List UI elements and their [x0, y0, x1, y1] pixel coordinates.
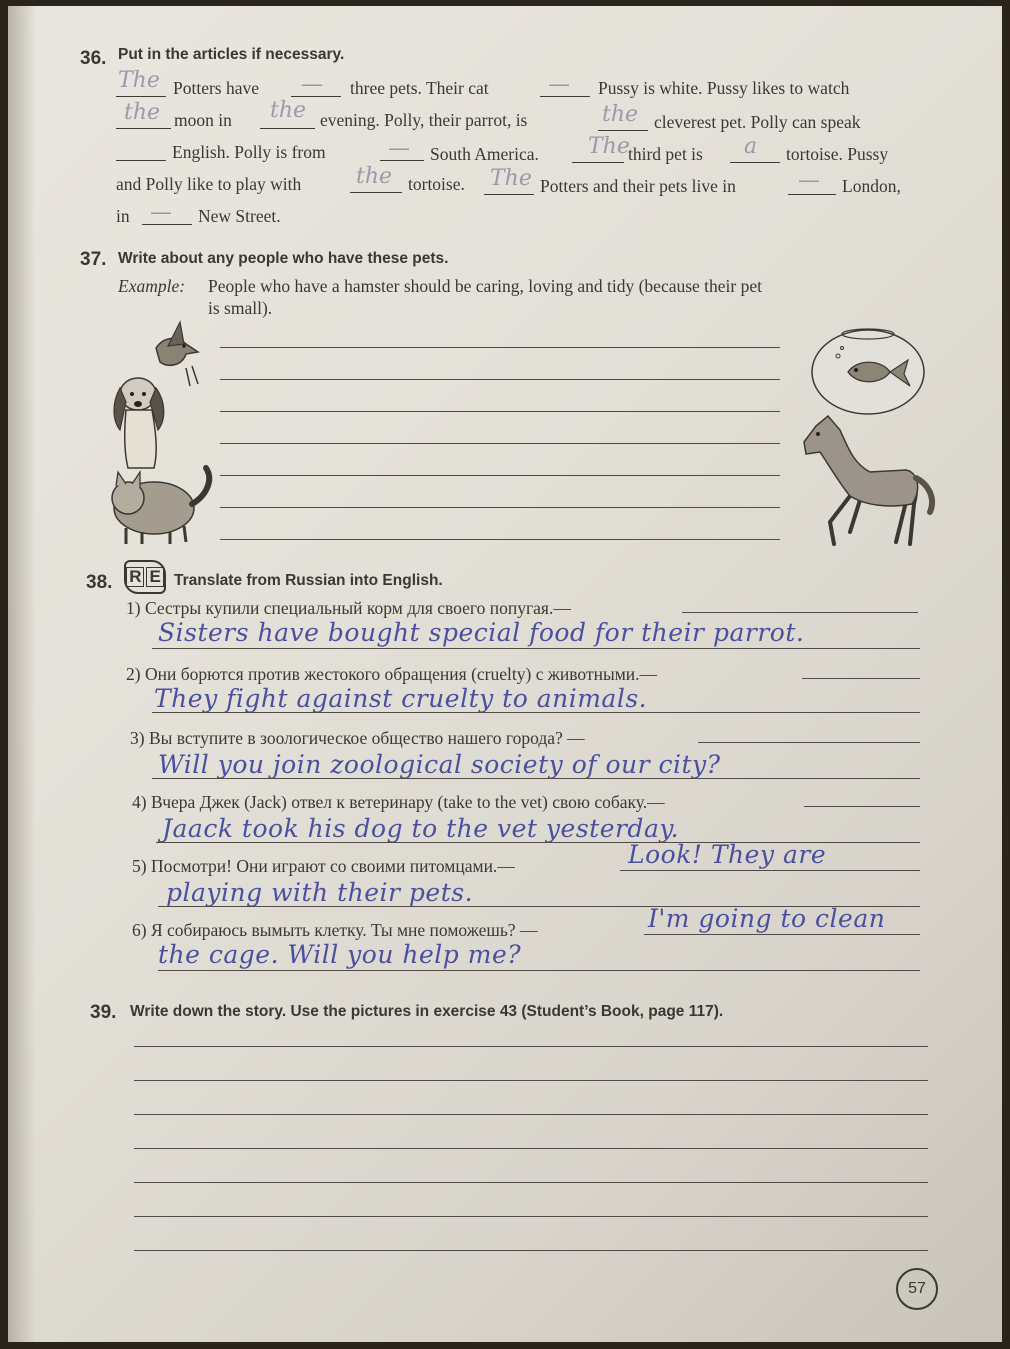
ex36-text: English. Polly is from: [172, 142, 326, 162]
cat-icon: [106, 462, 218, 548]
example-text: People who have a hamster should be caring, loving and tidy (because their pet: [208, 276, 763, 296]
translation-prompt: 3) Вы вступите в зоологическое общество нашего города? —: [130, 728, 585, 748]
translation-prompt: 5) Посмотри! Они играют со своими питомцами.—: [132, 856, 515, 876]
answer-line[interactable]: [644, 934, 920, 935]
answer-blank[interactable]: [788, 194, 836, 195]
writing-line[interactable]: [134, 1216, 928, 1217]
answer-10: a: [744, 134, 758, 159]
answer-blank[interactable]: [260, 128, 315, 129]
writing-line[interactable]: [220, 475, 780, 476]
answer-blank[interactable]: [572, 162, 624, 163]
translation-answer: the cage. Will you help me?: [158, 940, 522, 969]
answer-line[interactable]: [620, 870, 920, 871]
writing-line[interactable]: [220, 347, 780, 348]
re-letter: E: [146, 567, 163, 587]
answer-line[interactable]: [158, 970, 920, 971]
ex36-text: London,: [842, 176, 901, 196]
writing-line[interactable]: [134, 1080, 928, 1081]
answer-blank[interactable]: [730, 162, 780, 163]
answer-4: the: [124, 100, 161, 125]
answer-6: the: [602, 102, 639, 127]
answer-2: —: [301, 72, 323, 97]
answer-line[interactable]: [804, 806, 920, 807]
ex36-text: New Street.: [198, 206, 281, 226]
ex36-title: Put in the articles if necessary.: [118, 46, 345, 63]
writing-line[interactable]: [220, 507, 780, 508]
ex36-text: Pussy is white. Pussy likes to watch: [598, 78, 850, 98]
answer-line[interactable]: [698, 742, 920, 743]
translation-prompt: 6) Я собираюсь вымыть клетку. Ты мне поможешь? —: [132, 920, 538, 940]
ex36-text: tortoise. Pussy: [786, 144, 889, 164]
example-text: is small).: [208, 298, 273, 318]
translation-prompt: 1) Сестры купили специальный корм для своего попугая.—: [126, 598, 571, 618]
translation-prompt: 2) Они борются против жестокого обращения (cruelty) с животными.—: [126, 664, 658, 684]
translation-answer: Will you join zoological society of our city?: [158, 750, 721, 779]
ex36-text: evening. Polly, their parrot, is: [320, 110, 528, 130]
answer-blank[interactable]: [484, 194, 534, 195]
answer-3: —: [548, 72, 570, 97]
answer-line[interactable]: [682, 612, 918, 613]
answer-12: The: [490, 166, 532, 191]
dog-icon: [108, 372, 174, 472]
ex36-text: tortoise.: [408, 174, 465, 194]
answer-13: —: [798, 168, 820, 193]
ex36-text: in: [116, 206, 130, 226]
ex38-title: Translate from Russian into English.: [174, 572, 443, 589]
answer-line[interactable]: [802, 678, 920, 679]
ex36-text: Potters and their pets live in: [540, 176, 736, 196]
writing-line[interactable]: [220, 443, 780, 444]
example-label: Example:: [118, 276, 186, 296]
writing-line[interactable]: [134, 1114, 928, 1115]
answer-1: The: [118, 68, 160, 93]
page-number: 57: [896, 1268, 938, 1310]
ex39-title: Write down the story. Use the pictures in exercise 43 (Student’s Book, page 117).: [130, 1003, 724, 1020]
translation-answer: They fight against cruelty to animals.: [154, 684, 648, 713]
answer-11: the: [356, 164, 393, 189]
ex38-number: 38.: [86, 572, 113, 593]
ex36-text: third pet is: [628, 144, 703, 164]
writing-line[interactable]: [134, 1182, 928, 1183]
writing-line[interactable]: [134, 1250, 928, 1251]
ex36-text: three pets. Their cat: [350, 78, 489, 98]
ex37-title: Write about any people who have these pets.: [118, 250, 449, 267]
answer-blank[interactable]: [116, 96, 166, 97]
ex36-text: and Polly like to play with: [116, 174, 302, 194]
ex36-text: South America.: [430, 144, 539, 164]
answer-line[interactable]: [152, 778, 920, 779]
translation-answer: Look! They are: [628, 840, 827, 869]
answer-blank[interactable]: [598, 130, 648, 131]
translation-answer: Sisters have bought special food for their parrot.: [158, 618, 805, 647]
writing-line[interactable]: [220, 379, 780, 380]
ex36-number: 36.: [80, 48, 107, 69]
answer-14: —: [150, 200, 172, 225]
translation-answer: playing with their pets.: [166, 878, 474, 907]
translation-answer: I'm going to clean: [648, 904, 886, 933]
writing-line[interactable]: [220, 539, 780, 540]
goldfish-bowl-icon: [808, 322, 928, 418]
ex36-text: Potters have: [173, 78, 260, 98]
horse-icon: [790, 412, 940, 552]
answer-line[interactable]: [152, 712, 920, 713]
answer-blank[interactable]: [350, 192, 402, 193]
writing-line[interactable]: [134, 1148, 928, 1149]
answer-8: —: [388, 136, 410, 161]
translation-answer: Jaack took his dog to the vet yesterday.: [162, 814, 680, 843]
re-icon: [124, 560, 166, 594]
answer-9: The: [588, 134, 630, 159]
answer-5: the: [270, 98, 307, 123]
workbook-page: [8, 6, 1002, 1342]
ex37-number: 37.: [80, 249, 107, 270]
ex36-text: moon in: [174, 110, 232, 130]
binding-shadow: [8, 6, 36, 1342]
translation-prompt: 4) Вчера Джек (Jack) отвел к ветеринару (take to the vet) свою собаку.—: [132, 792, 665, 812]
answer-blank[interactable]: [116, 128, 171, 129]
answer-line[interactable]: [152, 648, 920, 649]
writing-line[interactable]: [134, 1046, 928, 1047]
ex36-text: cleverest pet. Polly can speak: [654, 112, 861, 132]
re-letter: R: [126, 567, 144, 587]
answer-blank[interactable]: [116, 160, 166, 161]
writing-line[interactable]: [220, 411, 780, 412]
ex39-number: 39.: [90, 1002, 117, 1023]
